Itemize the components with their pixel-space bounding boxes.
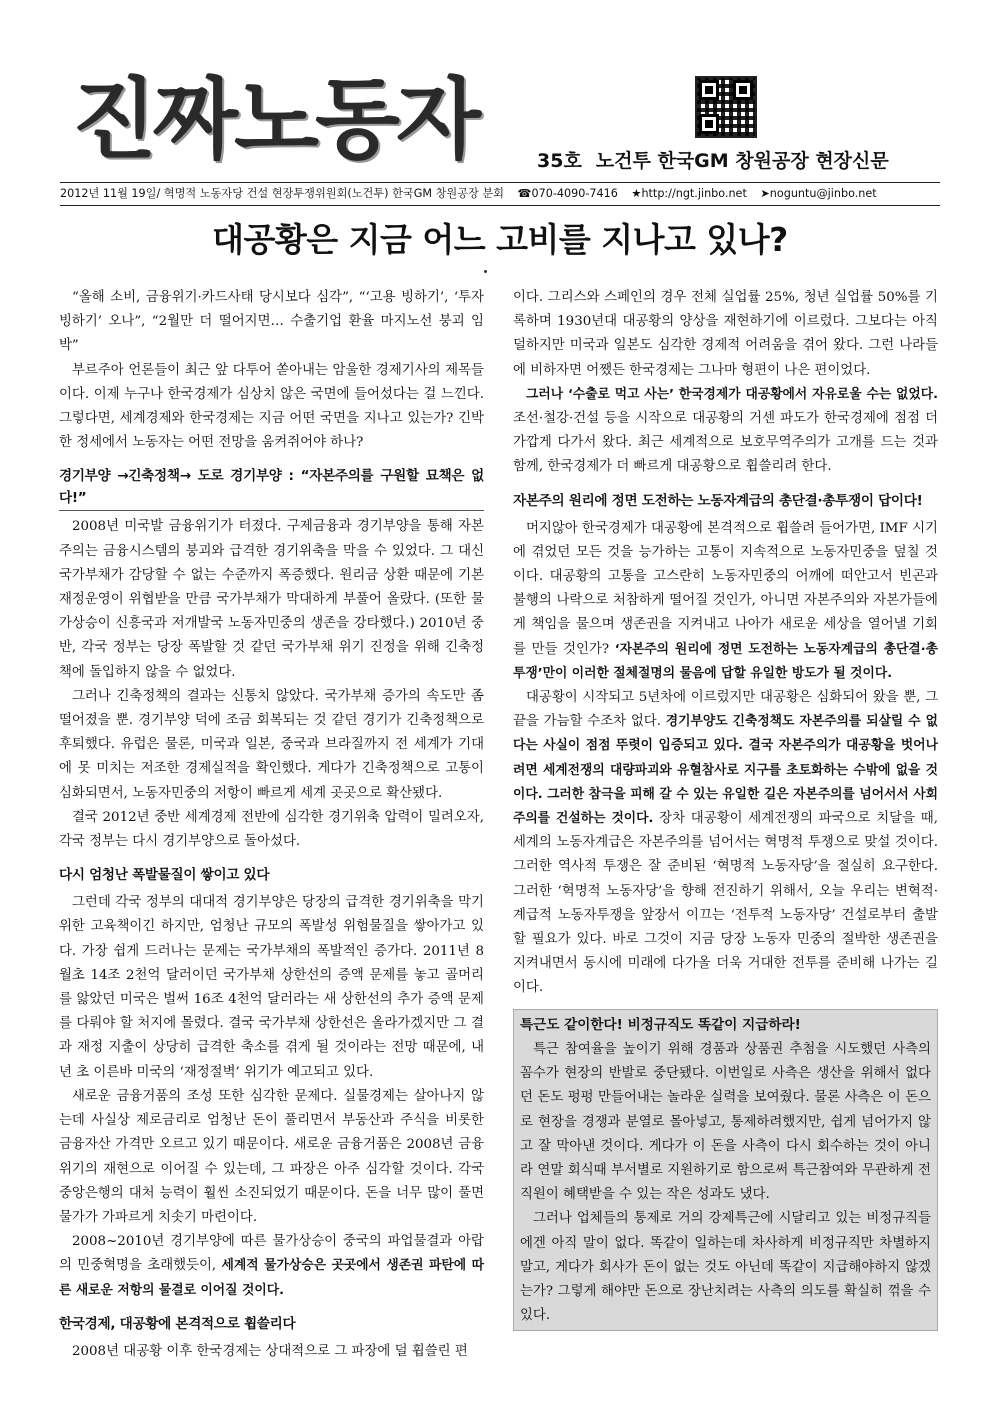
section-heading: 다시 엄청난 폭발물질이 쌓이고 있다 bbox=[59, 867, 270, 884]
publisher: 노건투 한국GM 창원공장 현장신문 bbox=[595, 150, 889, 172]
text-run: 조선·철강·건설 등을 시작으로 대공황의 거센 파도가 한국경제에 점점 더 가깝게 다가서 왔다. 최근 세계적으로 보호무역주의가 고개를 드는 것과 함께, 한국경제가 더 빠르게 대공황으로 휩쓸리려 한다. bbox=[513, 411, 938, 475]
phone: ☎070-4090-7416 bbox=[517, 187, 618, 200]
section-heading: 경기부양 →긴축정책→ 도로 경기부양 : “자본주의를 구원할 묘책은 없다!” bbox=[59, 465, 484, 511]
email-link[interactable]: ➤noguntu@jinbo.net bbox=[760, 187, 877, 200]
qr-code-icon bbox=[695, 76, 757, 138]
emphasis-text: 세계적 물가상승은 곳곳에서 생존권 파탄에 따른 새로운 저항의 물결로 이어질 것이다. bbox=[59, 1258, 484, 1298]
paragraph bbox=[513, 686, 938, 1001]
headline: 대공황은 지금 어느 고비를 지나고 있나? bbox=[212, 220, 788, 259]
paragraph: 부르주아 언론들이 최근 앞 다투어 쏟아내는 암울한 경제기사의 제목들이다. 이제 누구나 한국경제가 심상치 않은 국면에 들어섰다는 걸 느낀다. 그렇다면, 세계경제와 한국경제는 지금 어떤 국면을 지나고 있는가? 긴박한 정세에서 노동자는 어떤 전망을 움켜쥐어야 하나? bbox=[59, 362, 484, 451]
paragraph bbox=[513, 383, 938, 480]
section-heading: 자본주의 원리에 정면 도전하는 노동자계급의 총단결·총투쟁이 답이다! bbox=[513, 492, 923, 509]
paragraph: 이다. 그리스와 스페인의 경우 전체 실업률 25%, 청년 실업률 50%를 기록하며 1930년대 대공황의 양상을 재현하기에 이르렀다. 그보다는 아직 덜하지만 미국과 일본도 심각한 경제적 어려움을 겪어 왔다. 그런 나라들에 비하자면 어쨌든 한국경제는 그나마 형편이 나은 편이었다. bbox=[513, 290, 938, 378]
issue-number: 35호 bbox=[537, 150, 582, 172]
text-run: 장차 대공황이 세계전쟁의 파국으로 치달을 때, 세계의 노동자계급은 자본주의를 넘어서는 혁명적 투쟁으로 맞설 것이다. 그러한 역사적 투쟁은 잘 준비된 ‘혁명적 노동자당’을 절실히 요구한다. 그러한 ‘혁명적 노동자당’을 향해 전진하기 위해서, 오늘 우리는 변혁적·계급적 노동자투쟁을 앞장서 이끄는 ‘전투적 노동자당’ 건설로부터 출발할 필요가 있다. 바로 그것이 지금 당장 노동자 민중의 절박한 생존권을 지켜내면서 동시에 미래에 다가올 더욱 거대한 전투를 준비해 나가는 길이다. bbox=[513, 811, 938, 996]
emphasis-text: 그러나 ‘수출로 먹고 사는’ 한국경제가 대공황에서 자유로울 수는 없었다. bbox=[526, 386, 938, 402]
intro-quote: “올해 소비, 금융위기·카드사태 당시보다 심각”, “‘고용 빙하기’, ‘투자 빙하기’ 오나”, “2월만 더 떨어지면… 수출기업 환율 마지노선 붕괴 임박” bbox=[59, 290, 484, 354]
paragraph bbox=[59, 1230, 484, 1303]
right-column bbox=[513, 286, 938, 1001]
masthead bbox=[60, 70, 940, 182]
text-run: 머지않아 한국경제가 대공황에 본격적으로 휩쓸려 들어가면, IMF 시기에 겪었던 모든 것을 능가하는 고통이 지속적으로 노동자민중을 덮칠 것이다. 대공황의 고통을 고스란히 노동자민중의 어깨에 떠안고서 빈곤과 불행의 나락으로 처참하게 떨어질 것인가, 아니면 자본주의와 자본가들에게 책임을 물으며 생존권을 지켜내고 나아가 새로운 세상을 열어낼 기회를 만들 것인가? bbox=[513, 520, 938, 657]
website-link[interactable]: ★http://ngt.jinbo.net bbox=[631, 187, 747, 200]
paragraph: 그러나 업체들의 통제로 거의 강제특근에 시달리고 있는 비정규직들에겐 아직 말이 없다. 똑같이 일하는데 차사하게 비정규직만 차별하지 말고, 게다가 회사가 돈이 없는 것도 아닌데 똑같이 지급해야하지 않겠는가? 그렇게 해야만 돈으로 장난치려는 사측의 의도를 확실히 꺾을 수 있다. bbox=[520, 1211, 931, 1324]
paragraph: 그러나 긴축정책의 결과는 신통치 않았다. 국가부채 증가의 속도만 좀 떨어졌을 뿐. 경기부양 덕에 조금 회복되는 것 같던 경기가 긴축정책으로 후퇴했다. 유럽은 물론, 미국과 일본, 중국과 브라질까지 전 세계가 기대에 못 미치는 저조한 경제실적을 확인했다. 게다가 긴축정책으로 고통이 심화되면서, 노동자민중의 저항이 빠르게 세계 곳곳으로 확산됐다. bbox=[59, 688, 484, 801]
paragraph bbox=[513, 517, 938, 686]
info-bar bbox=[60, 182, 940, 206]
newspaper-logo: 진짜노동자 bbox=[72, 68, 478, 171]
paragraph: 2008년 미국발 금융위기가 터졌다. 구제금융과 경기부양을 통해 자본주의는 금융시스템의 붕괴와 급격한 경기위축을 막을 수 있었다. 그 대신 국가부채가 감당할 수 없는 수준까지 폭증했다. 원리금 상환 때문에 기본 재정운영이 위협받을 만큼 국가부채가 막대하게 부풀어 올랐다. (또한 물가상승이 신흥국과 저개발국 노동자민중의 생존을 강타했다.) 2010년 중반, 각국 정부는 당장 폭발할 것 같던 국가부채 위기 진정을 위해 긴축정책에 돌입하지 않을 수 없었다. bbox=[59, 519, 484, 680]
emphasis-text: ‘자본주의 원리에 정면 도전하는 노동자계급의 총단결·총투쟁’만이 이러한 절체절명의 물음에 답할 유일한 방도가 될 것이다. bbox=[513, 641, 938, 681]
paragraph: 특근 참여율을 높이기 위해 경품과 상품권 추첨을 시도했던 사측의 꼼수가 현장의 반발로 중단됐다. 이번일로 사측은 생산을 위해서 없다던 돈도 펑펑 만들어내는 놀라운 실력을 보여줬다. 물론 사측은 이 돈으로 현장을 경쟁과 분열로 몰아넣고, 통제하려했지만, 쉽게 넘어가지 않고 잘 막아낸 것이다. 게다가 이 돈을 사측이 다시 회수하는 것이 아니라 연말 회식때 부서별로 지원하기로 함으로써 특근참여와 무관하게 전직원이 혜택받을 수 있는 작은 성과도 냈다. bbox=[520, 1042, 931, 1203]
left-column bbox=[59, 286, 484, 1364]
section-heading: 한국경제, 대공황에 본격적으로 휩쓸리다 bbox=[59, 1315, 296, 1332]
text-run: 2008~2010년 경기부양에 따른 물가상승이 중국의 파업물결과 아랍의 민중혁명을 초래했듯이, bbox=[59, 1234, 484, 1274]
date-org: 2012년 11월 19일/ 혁명적 노동자당 건설 현장투쟁위원회(노건투) 한국GM 창원공장 분회 bbox=[60, 187, 504, 200]
sidebar-box bbox=[513, 1009, 938, 1331]
emphasis-text: 경기부양도 긴축정책도 자본주의를 되살릴 수 없다는 사실이 점점 뚜렷이 입증되고 있다. 결국 자본주의가 대공황을 벗어나려면 세계전쟁의 대량파괴와 유혈참사로 지구를 초토화하는 수밖에 없을 것이다. 그러한 참극을 피해 갈 수 있는 유일한 길은 자본주의를 넘어서서 사회주의를 건설하는 것이다. bbox=[513, 714, 938, 827]
issue-line bbox=[537, 146, 889, 173]
box-title: 특근도 같이한다! 비정규직도 똑같이 지급하라! bbox=[520, 1017, 801, 1033]
text-run: 대공황이 시작되고 5년차에 이르렀지만 대공황은 심화되어 왔을 뿐, 그 끝을 가늠할 수조차 없다. bbox=[513, 690, 938, 730]
divider-dot bbox=[484, 270, 487, 273]
paragraph: 새로운 금융거품의 조성 또한 심각한 문제다. 실물경제는 살아나지 않는데 사실상 제로금리로 엄청난 돈이 풀리면서 부동산과 주식을 비롯한 금융자산 가격만 오르고 있기 때문이다. 새로운 금융거품은 2008년 금융위기의 재현으로 이어질 수 있는데, 그 파장은 아주 심각할 것이다. 각국 중앙은행의 대처 능력이 훨씬 소진되었기 때문이다. 돈을 너무 많이 풀면 물가가 가파르게 치솟기 마련이다. bbox=[59, 1088, 484, 1225]
paragraph: 결국 2012년 중반 세계경제 전반에 심각한 경기위축 압력이 밀려오자, 각국 정부는 다시 경기부양으로 돌아섰다. bbox=[59, 809, 484, 850]
paragraph: 2008년 대공황 이후 한국경제는 상대적으로 그 파장에 덜 휩쓸린 편 bbox=[72, 1343, 468, 1359]
paragraph: 그런데 각국 정부의 대대적 경기부양은 당장의 급격한 경기위축을 막기 위한 고육책이긴 하지만, 엄청난 규모의 폭발성 위험물질을 쌓아가고 있다. 가장 쉽게 드러나는 문제는 국가부채의 폭발적인 증가다. 2011년 8월초 14조 2천억 달러이던 국가부채 상한선의 증액 문제를 놓고 골머리를 앓았던 미국은 벌써 16조 4천억 달러라는 새 상한선의 추가 증액 문제를 다뤄야 할 처지에 몰렸다. 결국 국가부채 상한선은 올라가겠지만 그 결과 재정 지출이 상당히 급격한 축소를 겪게 될 것이라는 전망 때문에, 내년 초 이른바 미국의 ‘재정절벽’ 위기가 예고되고 있다. bbox=[59, 895, 484, 1080]
